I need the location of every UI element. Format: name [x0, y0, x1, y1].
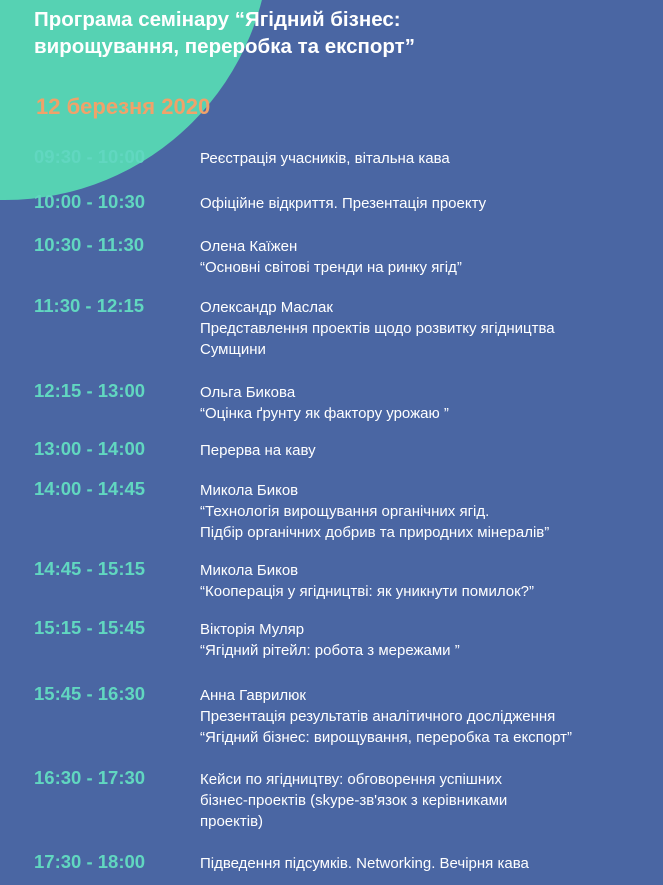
description-line: Микола Биков	[200, 562, 299, 579]
schedule-description	[200, 685, 655, 748]
description-line: “Оцінка ґрунту як фактору урожаю ”	[200, 405, 449, 422]
schedule-description	[200, 769, 655, 832]
schedule-time: 14:00 - 14:45	[34, 478, 146, 499]
schedule-time: 09:30 - 10:00	[34, 146, 146, 167]
description-line: Олена Каїжен	[200, 238, 298, 255]
schedule-description	[200, 619, 655, 661]
description-line: Презентація результатів аналітичного дослідження	[200, 708, 556, 725]
schedule-description	[200, 382, 655, 424]
page-title	[34, 6, 654, 60]
schedule-description	[200, 560, 655, 602]
description-line: “Кооперація у ягідництві: як уникнути помилок?”	[200, 583, 534, 600]
description-line: Вікторія Муляр	[200, 621, 305, 638]
schedule-description	[200, 148, 655, 169]
schedule-description	[200, 440, 655, 461]
schedule-description	[200, 853, 655, 874]
schedule-time: 11:30 - 12:15	[34, 295, 145, 316]
description-line: “Основні світові тренди на ринку ягід”	[200, 259, 462, 276]
description-line: Олександр Маслак	[200, 299, 333, 316]
description-line: Представлення проектів щодо розвитку ягідництва	[200, 320, 555, 337]
schedule-time: 14:45 - 15:15	[34, 558, 146, 579]
description-line: Реєстрація учасників, вітальна кава	[200, 150, 450, 167]
description-line: Підведення підсумків. Networking. Вечірня кава	[200, 855, 529, 872]
schedule-description	[200, 297, 655, 360]
schedule-time: 16:30 - 17:30	[34, 767, 146, 788]
title-line-2: вирощування, переробка та експорт”	[34, 35, 415, 58]
description-line: Офіційне відкриття. Презентація проекту	[200, 195, 487, 212]
schedule-time: 15:45 - 16:30	[34, 683, 146, 704]
schedule-time: 12:15 - 13:00	[34, 380, 146, 401]
description-line: проектів)	[200, 813, 264, 830]
description-line: “Ягідний рітейл: робота з мережами ”	[200, 642, 460, 659]
description-line: Сумщини	[200, 341, 266, 358]
description-line: Підбір органічних добрив та природних мінералів”	[200, 524, 550, 541]
description-line: “Ягідний бізнес: вирощування, переробка та експорт”	[200, 729, 573, 746]
event-date: 12 березня 2020	[36, 94, 211, 119]
description-line: бізнес-проектів (skype-зв'язок з керівниками	[200, 792, 508, 809]
schedule-time: 13:00 - 14:00	[34, 438, 146, 459]
description-line: Кейси по ягідництву: обговорення успішних	[200, 771, 502, 788]
schedule-description	[200, 480, 655, 543]
schedule-time: 15:15 - 15:45	[34, 617, 146, 638]
schedule-time: 10:00 - 10:30	[34, 191, 146, 212]
schedule-time: 10:30 - 11:30	[34, 234, 145, 255]
description-line: “Технологія вирощування органічних ягід.	[200, 503, 490, 520]
description-line: Микола Биков	[200, 482, 299, 499]
description-line: Перерва на каву	[200, 442, 316, 459]
description-line: Ольга Бикова	[200, 384, 296, 401]
schedule-description	[200, 193, 655, 214]
description-line: Анна Гаврилюк	[200, 687, 306, 704]
schedule-description	[200, 236, 655, 278]
title-line-1: Програма семінару “Ягідний бізнес:	[34, 8, 401, 31]
schedule-time: 17:30 - 18:00	[34, 851, 146, 872]
